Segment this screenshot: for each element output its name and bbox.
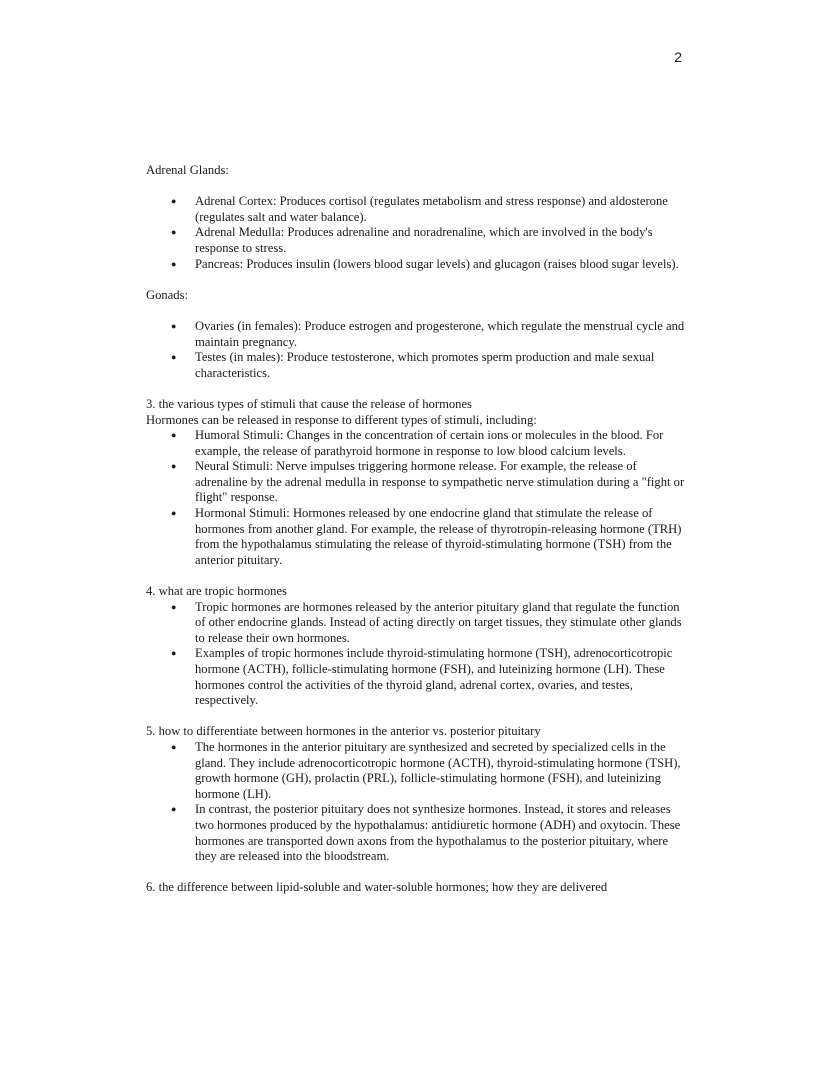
list-item: ● Humoral Stimuli: Changes in the concentration of certain ions or molecules in the blood. For example, the release of parathyroid hormone in response to low blood calcium levels.: [171, 428, 664, 458]
section-heading-gonads: Gonads:: [146, 287, 188, 302]
section-heading-tropic: 4. what are tropic hormones: [146, 584, 287, 599]
list-item: ● Pancreas: Produces insulin (lowers blood sugar levels) and glucagon (raises blood sugar levels).: [171, 256, 679, 271]
list-item: ● Adrenal Cortex: Produces cortisol (regulates metabolism and stress response) and aldosterone (regulates salt and water balance).: [171, 194, 668, 224]
tropic-list: [170, 600, 686, 709]
bullet-icon: ●: [171, 804, 177, 815]
bullet-icon: ●: [171, 461, 177, 472]
bullet-icon: ●: [171, 741, 177, 752]
bullet-icon: ●: [171, 320, 177, 331]
bullet-icon: ●: [171, 430, 177, 441]
list-item: ● The hormones in the anterior pituitary are synthesized and secreted by specialized cells in the gland. They include adrenocorticotropic hormone (ACTH), thyroid-stimulating hormone (TSH), growth hormone (GH), prolactin (PRL), follicle-stimulating hormone (FSH), and luteinizing hormone (LH).: [171, 739, 681, 801]
bullet-icon: ●: [171, 508, 177, 519]
bullet-icon: ●: [171, 352, 177, 363]
list-item: ● In contrast, the posterior pituitary does not synthesize hormones. Instead, it stores and releases two hormones produced by the hypothalamus: antidiuretic hormone (ADH) and oxytocin. These hormones are transported down axons from the hypothalamus to the posterior pituitary, where they are released into the bloodstream.: [171, 802, 681, 864]
section-heading-adrenal: Adrenal Glands:: [146, 163, 229, 177]
list-item: ● Hormonal Stimuli: Hormones released by one endocrine gland that stimulate the release of hormones from another gland. For example, the release of thyrotropin-releasing hormone (TRH) from the hypothalamus stimulating the release of thyroid-stimulating hormone (TSH) from the anterior pituitary.: [171, 506, 682, 567]
stimuli-intro: Hormones can be released in response to different types of stimuli, including:: [146, 412, 537, 427]
section-heading-stimuli: 3. the various types of stimuli that cause the release of hormones: [146, 396, 472, 411]
bullet-icon: ●: [171, 258, 177, 269]
section-heading-pituitary: 5. how to differentiate between hormones in the anterior vs. posterior pituitary: [146, 724, 541, 739]
bullet-icon: ●: [171, 227, 177, 238]
bullet-icon: ●: [171, 648, 177, 659]
list-item: ● Examples of tropic hormones include thyroid-stimulating hormone (TSH), adrenocorticotropic hormone (ACTH), follicle-stimulating hormone (FSH), and luteinizing hormone (LH). These hormones control the activities of the thyroid gland, adrenal cortex, ovaries, and testes, respectively.: [171, 646, 673, 708]
pituitary-list: [170, 740, 686, 865]
bullet-icon: ●: [171, 601, 177, 612]
document-body: [146, 163, 686, 896]
page-number: 2: [674, 49, 682, 65]
list-item: ● Testes (in males): Produce testosterone, which promotes sperm production and male sexual characteristics.: [171, 350, 655, 380]
list-item: ● Tropic hormones are hormones released by the anterior pituitary gland that regulate the function of other endocrine glands. Instead of acting directly on target tissues, they stimulate other glands to release their own hormones.: [171, 599, 682, 645]
bullet-icon: ●: [171, 196, 177, 207]
gonads-list: [170, 319, 686, 381]
section-heading-lipid: 6. the difference between lipid-soluble and water-soluble hormones; how they are delivered: [146, 880, 608, 895]
list-item: ● Adrenal Medulla: Produces adrenaline and noradrenaline, which are involved in the body's response to stress.: [171, 225, 653, 255]
list-item: ● Neural Stimuli: Nerve impulses triggering hormone release. For example, the release of adrenaline by the adrenal medulla in response to sympathetic nerve stimulation during a "fight or flight" response.: [171, 459, 685, 505]
list-item: ● Ovaries (in females): Produce estrogen and progesterone, which regulate the menstrual cycle and maintain pregnancy.: [171, 318, 685, 349]
adrenal-list: [170, 194, 686, 272]
stimuli-list: [170, 428, 686, 568]
